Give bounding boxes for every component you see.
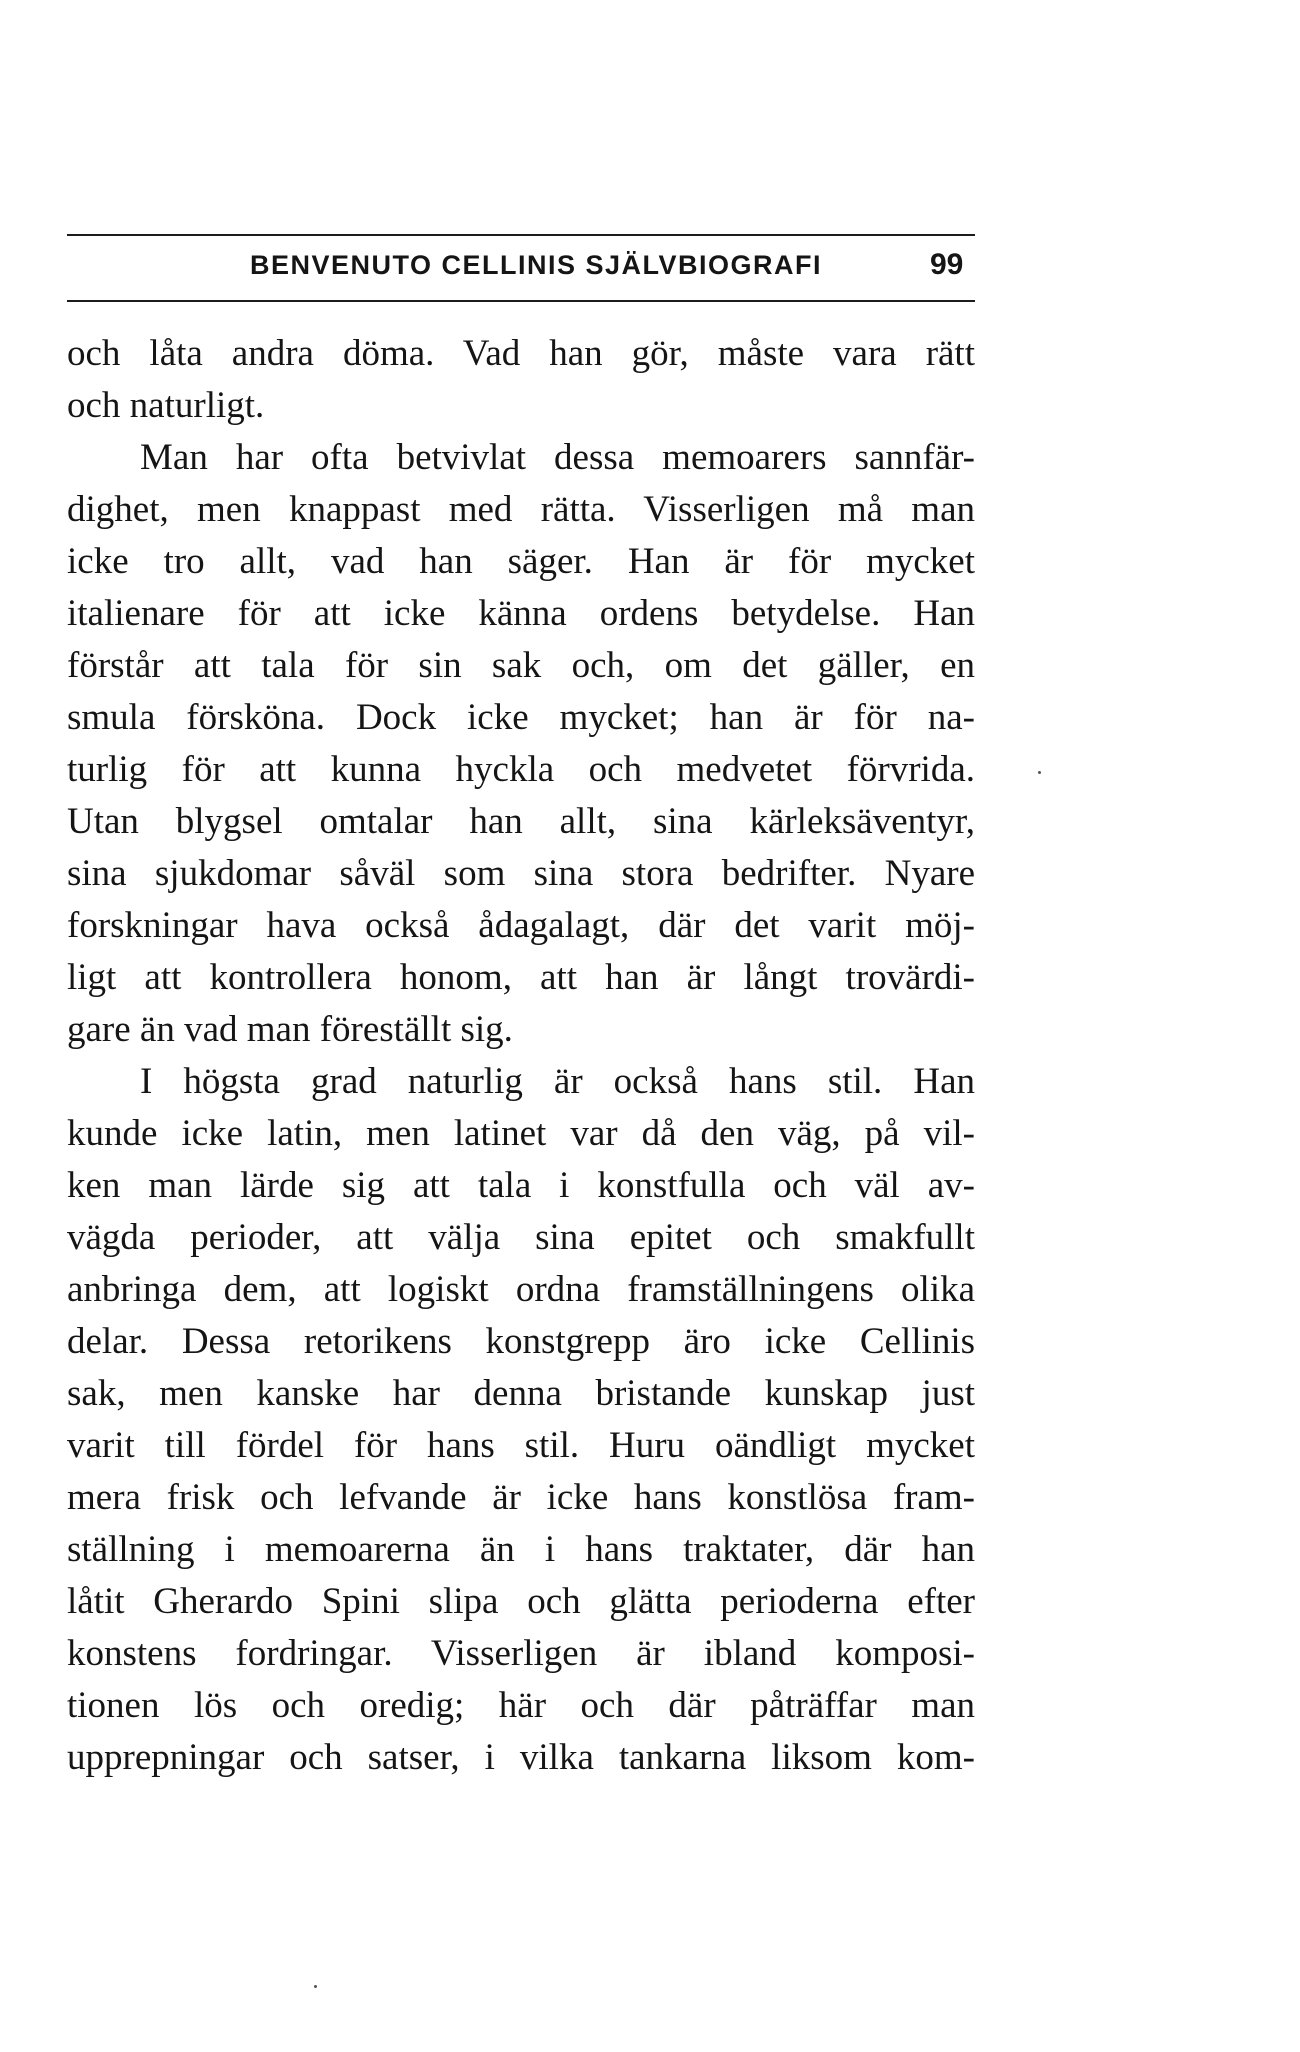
text-line: forskningar hava också ådagalagt, där det varit möj- <box>67 905 975 946</box>
running-head-title: BENVENUTO CELLINIS SJÄLVBIOGRAFI <box>250 250 823 280</box>
ink-speck <box>1038 771 1041 774</box>
text-line: konstens fordringar. Visserligen är ibland komposi- <box>67 1633 975 1674</box>
text-line: delar. Dessa retorikens konstgrepp äro icke Cellinis <box>67 1321 975 1362</box>
body-text <box>67 328 975 1784</box>
ink-speck <box>314 1985 317 1988</box>
text-line: vägda perioder, att välja sina epitet och smakfullt <box>67 1217 975 1258</box>
text-line: sina sjukdomar såväl som sina stora bedrifter. Nyare <box>67 853 975 894</box>
header-rule-top <box>67 234 975 236</box>
text-line: mera frisk och lefvande är icke hans konstlösa fram- <box>67 1477 975 1518</box>
text-line: Utan blygsel omtalar han allt, sina kärleksäventyr, <box>67 801 975 842</box>
text-line: sak, men kanske har denna bristande kunskap just <box>67 1373 975 1414</box>
text-line: och naturligt. <box>67 385 265 426</box>
text-line: turlig för att kunna hyckla och medvetet förvrida. <box>67 749 975 790</box>
text-line: icke tro allt, vad han säger. Han är för mycket <box>67 541 975 582</box>
text-line: ligt att kontrollera honom, att han är långt trovärdi- <box>67 957 975 998</box>
text-line: tionen lös och oredig; här och där påträffar man <box>67 1685 975 1726</box>
text-line: ställning i memoarerna än i hans traktater, där han <box>67 1529 975 1570</box>
header-rule-bottom <box>67 300 975 302</box>
text-line: förstår att tala för sin sak och, om det gäller, en <box>67 645 975 686</box>
page-number: 99 <box>930 248 964 281</box>
text-line: smula försköna. Dock icke mycket; han är för na- <box>67 697 975 738</box>
text-line: kunde icke latin, men latinet var då den väg, på vil- <box>67 1113 975 1154</box>
text-line: och låta andra döma. Vad han gör, måste vara rätt <box>67 333 975 374</box>
text-line: I högsta grad naturlig är också hans stil. Han <box>140 1061 975 1102</box>
text-line: dighet, men knappast med rätta. Visserligen må man <box>67 489 975 530</box>
text-line: ken man lärde sig att tala i konstfulla och väl av- <box>67 1165 975 1206</box>
text-line: varit till fördel för hans stil. Huru oändligt mycket <box>67 1425 975 1466</box>
text-line: anbringa dem, att logiskt ordna framställningens olika <box>67 1269 975 1310</box>
text-line: italienare för att icke känna ordens betydelse. Han <box>67 593 975 634</box>
text-line: låtit Gherardo Spini slipa och glätta perioderna efter <box>67 1581 975 1622</box>
text-line: upprepningar och satser, i vilka tankarna liksom kom- <box>67 1737 975 1778</box>
text-line: Man har ofta betvivlat dessa memoarers sannfär- <box>140 437 975 478</box>
text-line: gare än vad man föreställt sig. <box>67 1009 513 1050</box>
